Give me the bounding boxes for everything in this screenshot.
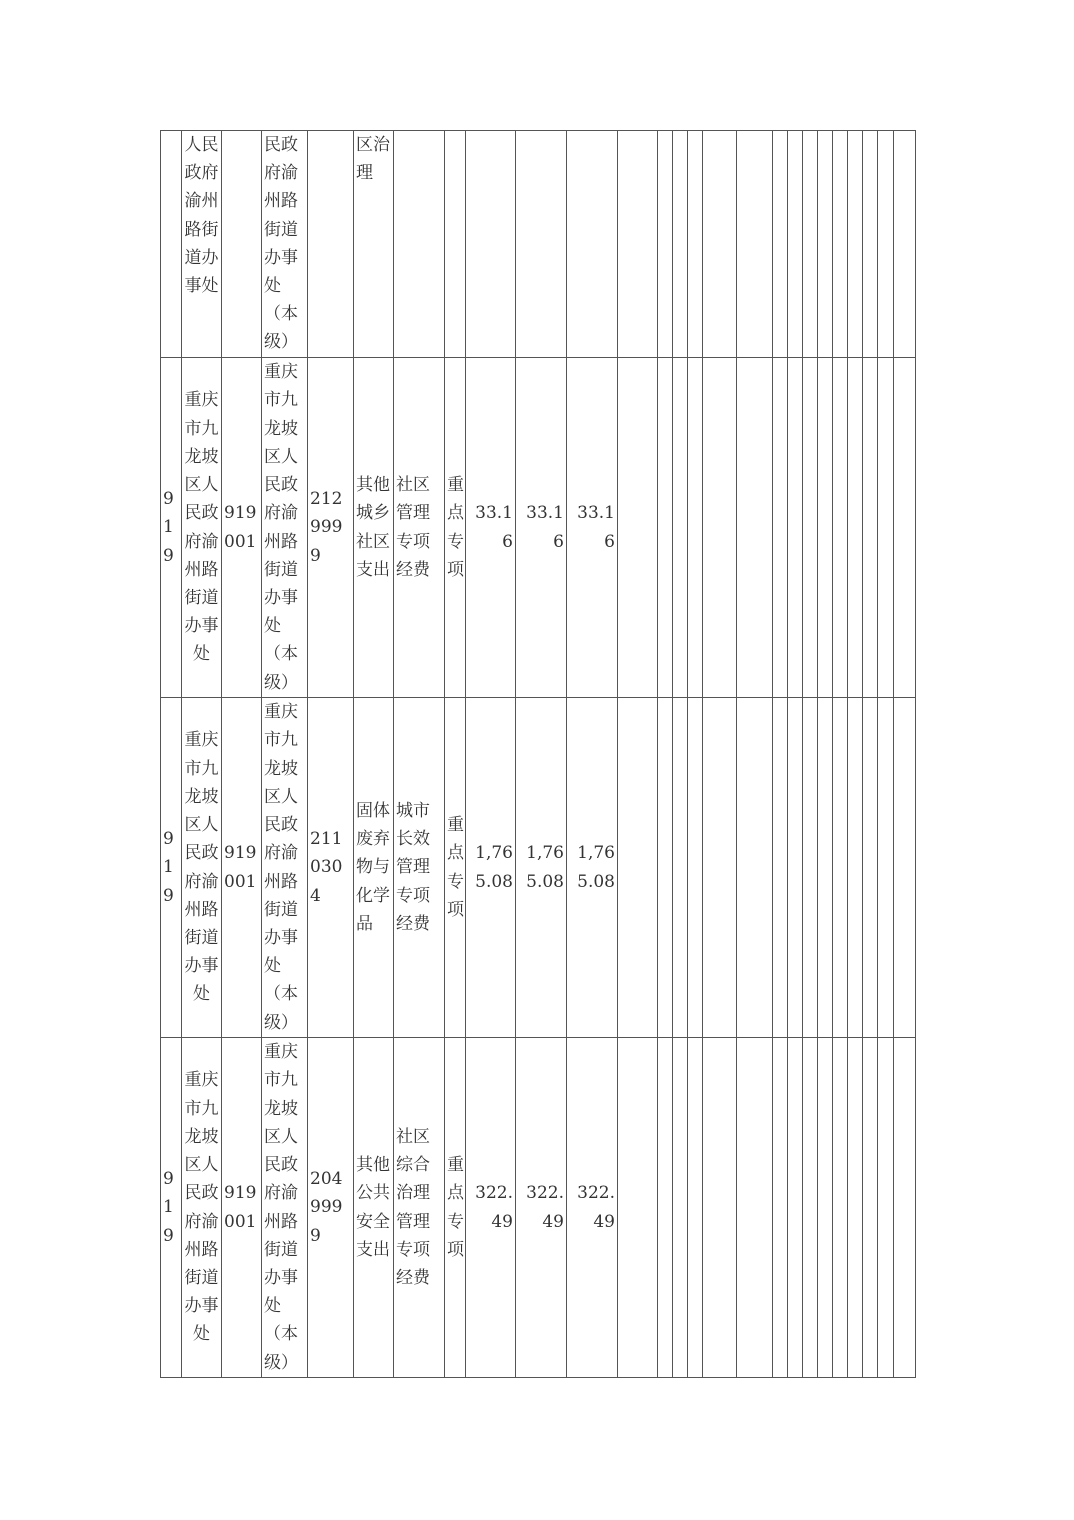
budget-table [160, 130, 916, 1378]
agency-cell: 重庆市九龙坡区人民政府渝州路街道办事处 [182, 698, 222, 1038]
unit-cell: 重庆市九龙坡区人民政府渝州路街道办事处（本级） [262, 1038, 308, 1378]
agency-cell: 重庆市九龙坡区人民政府渝州路街道办事处 [182, 1038, 222, 1378]
year-cell: 919 [161, 698, 182, 1038]
type-cell: 重点专项 [445, 358, 466, 698]
table-row [161, 358, 916, 698]
project-cell: 社区综合治理管理专项经费 [394, 1038, 445, 1378]
unit-cell: 重庆市九龙坡区人民政府渝州路街道办事处（本级） [262, 698, 308, 1038]
year-cell: 919 [161, 1038, 182, 1378]
project-cell: 城市长效管理专项经费 [394, 698, 445, 1038]
amount-cell: 1,765.08 [567, 698, 618, 1038]
table-row [161, 1038, 916, 1378]
amount-cell: 1,765.08 [516, 698, 567, 1038]
table-row [161, 698, 916, 1038]
amount-cell: 1,765.08 [466, 698, 516, 1038]
func-name-cell: 其他城乡社区支出 [354, 358, 394, 698]
amount-cell: 33.16 [567, 358, 618, 698]
unit-cell: 民政府渝州路街道办事处（本级） [262, 131, 308, 358]
type-cell: 重点专项 [445, 698, 466, 1038]
func-name-cell: 区治理 [354, 131, 394, 358]
type-cell: 重点专项 [445, 1038, 466, 1378]
agency-cell: 重庆市九龙坡区人民政府渝州路街道办事处 [182, 358, 222, 698]
agency-code-cell: 919001 [222, 698, 262, 1038]
amount-cell: 33.16 [516, 358, 567, 698]
agency-cell: 人民政府渝州路街道办事处 [182, 131, 222, 358]
agency-code-cell: 919001 [222, 358, 262, 698]
year-cell: 919 [161, 358, 182, 698]
agency-code-cell: 919001 [222, 1038, 262, 1378]
func-code-cell: 2110304 [308, 698, 354, 1038]
func-code-cell: 2129999 [308, 358, 354, 698]
unit-cell: 重庆市九龙坡区人民政府渝州路街道办事处（本级） [262, 358, 308, 698]
amount-cell: 322.49 [466, 1038, 516, 1378]
amount-cell: 33.16 [466, 358, 516, 698]
amount-cell: 322.49 [516, 1038, 567, 1378]
func-name-cell: 其他公共安全支出 [354, 1038, 394, 1378]
amount-cell: 322.49 [567, 1038, 618, 1378]
table-row [161, 131, 916, 358]
project-cell: 社区管理专项经费 [394, 358, 445, 698]
func-name-cell: 固体废弃物与化学品 [354, 698, 394, 1038]
func-code-cell: 2049999 [308, 1038, 354, 1378]
